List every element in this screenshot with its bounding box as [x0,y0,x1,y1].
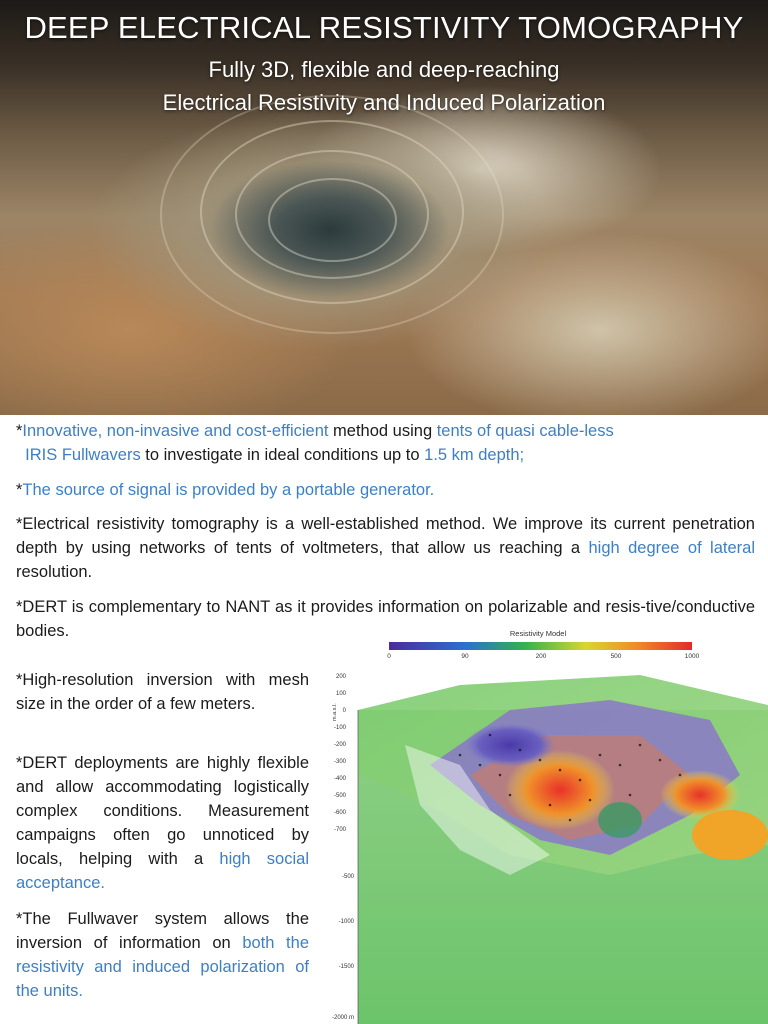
colorbar-tick: 90 [461,653,469,660]
page-subtitle-line1: Fully 3D, flexible and deep-reaching [208,57,560,82]
depth-tick: -500 [333,793,346,799]
colorbar-tick: 1000 [684,653,700,660]
side-tick: -1000 [338,919,354,925]
body-text: *The Fullwaver system allows the inversion of information on [16,910,309,952]
highlight-text: 1.5 km depth; [424,446,525,464]
side-tick: -1500 [338,964,354,970]
body-text: *Electrical resistivity tomography is a well-established method. We improve its current penetration depth by using networks of tents of voltmeters, that allow us reaching a [16,515,755,557]
body-text: *DERT is complementary to NANT as it provides information on polarizable and resis-tive/conductive bodies. [16,598,755,640]
body-text: to investigate in ideal conditions up to [140,446,425,464]
page-subtitle-line2: Electrical Resistivity and Induced Polarization [162,90,606,115]
colorbar-tick: 200 [535,653,547,660]
paragraph-high-resolution [16,668,309,716]
highlight-text: tents of quasi cable-less [436,422,614,440]
side-tick: -500 [341,874,354,880]
depth-tick: -700 [333,827,346,833]
depth-tick: 100 [335,691,346,697]
body-text: method using [328,422,437,440]
bullet-star: * [16,481,23,499]
highlight-text: IRIS Fullwavers [25,446,141,464]
depth-tick: 0 [342,708,346,714]
highlight-text: The source of signal is provided by a portable generator. [22,481,435,499]
page-title: DEEP ELECTRICAL RESISTIVITY TOMOGRAPHY [24,10,744,45]
colorbar-tick: 0 [387,653,391,660]
model-anomaly-body [598,802,642,838]
depth-tick: -300 [333,759,346,765]
depth-tick: -200 [333,742,346,748]
depth-tick: -400 [333,776,346,782]
paragraph-innovative [16,419,756,467]
body-text: resolution. [16,563,93,581]
highlight-text: Innovative, non-invasive and cost-efficient [22,422,329,440]
pit-terrace [160,95,504,334]
model-low-resistivity-zone [465,723,555,767]
resistivity-model-figure [310,625,768,1024]
depth-tick: -600 [333,810,346,816]
paragraph-fullwaver [16,907,309,1003]
depth-tick: 200 [335,674,346,680]
paragraph-ert [16,512,755,584]
axis-unit-label: m.a.s.l. [332,703,338,721]
depth-tick: -100 [333,725,346,731]
side-tick: -2000 m [331,1015,354,1021]
paragraph-source [16,478,756,502]
highlight-text: high degree of lateral [588,539,755,557]
body-text: *High-resolution inversion with mesh size in the order of a few meters. [16,671,309,713]
highlight-text: high social acceptance. [16,850,309,892]
model-anomaly-body [692,810,768,860]
body-text: *DERT deployments are highly flexible and allow accommodating logistically complex conditions. Measurement campaigns often go unnoticed by locals, helping with a [16,754,309,868]
colorbar-tick: 500 [610,653,622,660]
paragraph-deployments [16,751,309,895]
colorbar-title: Resistivity Model [509,629,567,638]
highlight-text: both the resistivity and induced polarization of the units. [16,934,309,1000]
hero-photo [0,0,768,415]
bullet-star: * [16,422,23,440]
colorbar [389,642,692,650]
